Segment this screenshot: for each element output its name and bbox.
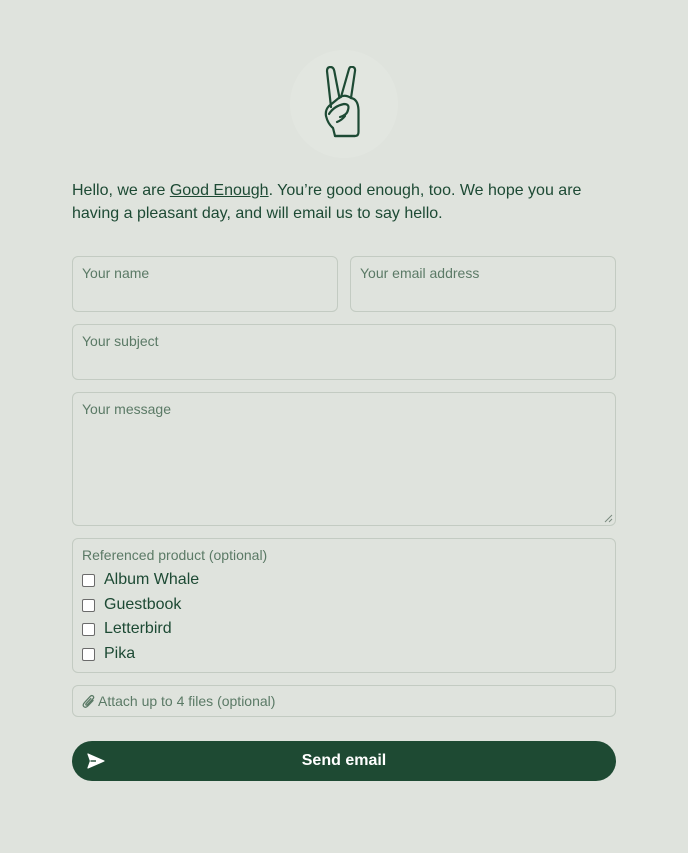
product-option-album-whale[interactable] xyxy=(82,571,199,589)
paperclip-icon xyxy=(82,694,95,709)
guestbook-checkbox[interactable] xyxy=(82,599,95,612)
resize-grip-icon[interactable] xyxy=(604,514,613,523)
product-option-letterbird[interactable] xyxy=(82,620,172,638)
send-email-button[interactable] xyxy=(72,741,616,781)
referenced-product-fieldset xyxy=(72,538,616,673)
intro-text-start: Hello, we are xyxy=(72,182,170,199)
subject-field[interactable] xyxy=(72,324,616,380)
letterbird-label: Letterbird xyxy=(104,620,172,637)
product-option-guestbook[interactable] xyxy=(82,596,181,614)
message-textarea[interactable] xyxy=(72,392,616,526)
pika-label: Pika xyxy=(104,645,136,662)
send-email-label: Send email xyxy=(301,752,387,769)
paper-plane-icon xyxy=(87,753,105,769)
letterbird-checkbox[interactable] xyxy=(82,623,95,636)
subject-field-label: Your subject xyxy=(82,333,159,349)
attach-files-label: Attach up to 4 files (optional) xyxy=(98,693,276,709)
logo xyxy=(290,50,398,158)
attach-files-button[interactable] xyxy=(72,685,616,717)
good-enough-link[interactable]: Good Enough xyxy=(169,182,269,199)
message-textarea-label: Your message xyxy=(82,401,171,417)
product-option-pika[interactable] xyxy=(82,645,135,663)
album-whale-label: Album Whale xyxy=(104,571,200,588)
referenced-product-legend: Referenced product (optional) xyxy=(82,547,268,563)
intro-text-end: . You’re good enough, too. We hope you are having a pleasant day, and will email us to say hello. xyxy=(72,182,582,222)
intro-text xyxy=(72,179,617,225)
email-field[interactable] xyxy=(350,256,616,312)
peace-hand-icon xyxy=(324,66,364,142)
album-whale-checkbox[interactable] xyxy=(82,574,95,587)
name-field[interactable] xyxy=(72,256,338,312)
email-field-label: Your email address xyxy=(360,265,480,281)
pika-checkbox[interactable] xyxy=(82,648,95,661)
guestbook-label: Guestbook xyxy=(104,596,182,613)
name-field-label: Your name xyxy=(82,265,150,281)
